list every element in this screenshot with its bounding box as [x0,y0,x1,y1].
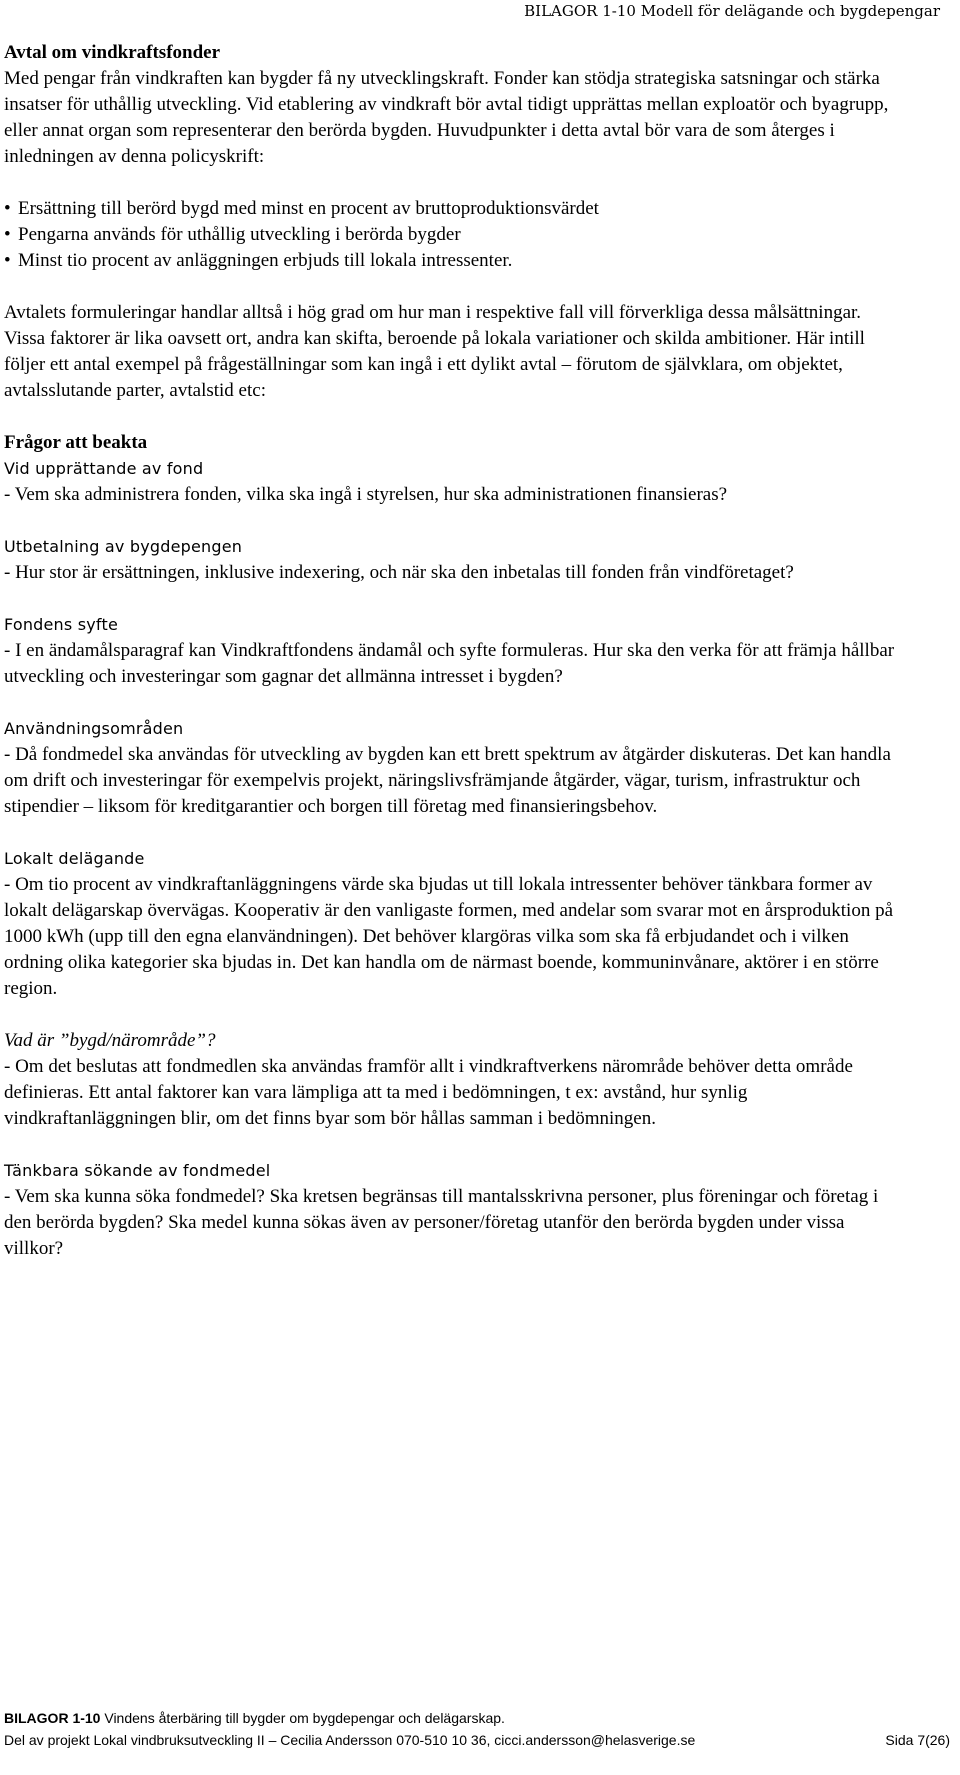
question-section [4,1028,904,1132]
bullet-icon: • [4,224,11,245]
section-text: - Vem ska administrera fonden, vilka ska ingå i styrelsen, hur ska administrationen finansieras? [4,484,728,505]
intro-paragraph-a: Med pengar från vindkraften kan bygder få ny utvecklingskraft. Fonder kan stödja strategiska satsningar och stärka insatser för uthållig utveckling. Vid etablering av vindkraft bör avtal tidigt upprättas mellan exploatör och byagrupp, eller annat organ som representerar den berörda bygden. [4,68,889,141]
list-item [4,248,904,274]
footer-label: BILAGOR 1-10 [4,1710,101,1726]
list-item-text: Minst tio procent av anläggningen erbjuds till lokala intressenter. [18,250,513,271]
question-section [4,534,904,586]
page-footer [4,1707,950,1751]
section-title: Vad är ”bygd/närområde”? [4,1030,216,1051]
page-number: Sida 7(26) [885,1732,950,1748]
page-header [0,0,940,20]
list-item [4,222,904,248]
bullet-icon: • [4,198,11,219]
list-item-text: Pengarna används för uthållig utveckling i berörda bygder [18,224,461,245]
footer-title: Vindens återbäring till bygder om bygdepengar och delägarskap. [104,1710,505,1726]
questions-heading: Frågor att beakta [4,432,148,453]
intro-paragraph [4,66,904,170]
section-text: - Då fondmedel ska användas för utveckling av bygden kan ett brett spektrum av åtgärder diskuteras. Det kan handla om drift och investeringar för exempelvis projekt, näringslivsfrämjande åtgärder, vägar, turism, infrastruktur och stipendier – liksom för kreditgarantier och borgen till företag med finansieringsbehov. [4,744,891,817]
header-title: Modell för delägande och bygdepengar [640,2,940,20]
footer-line-2 [4,1729,950,1751]
list-item [4,196,904,222]
body-paragraph: Avtalets formuleringar handlar alltså i hög grad om hur man i respektive fall vill förverkliga dessa målsättningar. Vissa faktorer är lika oavsett ort, andra kan skifta, beroende på lokala variationer och skilda ambitioner. Här intill följer ett antal exempel på frågeställningar som kan ingå i ett dylikt avtal – förutom de självklara, om objektet, avtalsslutande parter, avtalstid etc: [4,302,865,401]
section-text: - Om tio procent av vindkraftanläggningens värde ska bjudas ut till lokala intressenter behöver tänkbara former av lokalt delägarskap övervägas. Kooperativ är den vanligaste formen, med andelar som svarar mot en årsproduktion på 1000 kWh (upp till den egna elanvändningen). Det behöver klargöras vilka som ska få erbjudandet och i vilken ordning olika kategorier ska bjudas in. Det kan handla om de närmast boende, kommuninvånare, aktörer i en större region. [4,874,894,999]
intro-paragraph-b: Huvudpunkter i detta avtal bör vara de som återges i inledningen av denna policyskrift: [4,120,835,167]
footer-contact: Del av projekt Lokal vindbruksutveckling II – Cecilia Andersson 070-510 10 36, cicci.andersson@helasverige.se [4,1732,696,1748]
bullet-icon: • [4,250,11,271]
section-title: Utbetalning av bygdepengen [4,537,243,556]
section-text: - I en ändamålsparagraf kan Vindkraftfondens ändamål och syfte formuleras. Hur ska den verka för att främja hållbar utveckling och investeringar som gagnar det allmänna intresset i bygden? [4,640,895,687]
document-body [4,40,904,1262]
question-section [4,716,904,820]
footer-line-1 [4,1707,950,1729]
intro-heading: Avtal om vindkraftsfonder [4,42,221,63]
section-title: Tänkbara sökande av fondmedel [4,1161,271,1180]
section-title: Lokalt delägande [4,849,145,868]
question-section [4,612,904,690]
section-text: - Vem ska kunna söka fondmedel? Ska kretsen begränsas till mantalsskrivna personer, plus föreningar och företag i den berörda bygden? Ska medel kunna sökas även av personer/företag utanför den berörda bygden under vissa villkor? [4,1186,879,1259]
section-title: Fondens syfte [4,615,118,634]
key-points-list [4,196,904,274]
section-title: Vid upprättande av fond [4,459,204,478]
question-section [4,456,904,508]
header-label: BILAGOR 1-10 [524,2,636,20]
question-section [4,1158,904,1262]
section-text: - Om det beslutas att fondmedlen ska användas framför allt i vindkraftverkens närområde behöver detta område definieras. Ett antal faktorer kan vara lämpliga att ta med i bedömningen, t ex: avstånd, hur synlig vindkraftanläggningen blir, om det finns byar som bör hållas samman i bedömningen. [4,1056,853,1129]
section-title: Användningsområden [4,719,184,738]
list-item-text: Ersättning till berörd bygd med minst en procent av bruttoproduktionsvärdet [18,198,599,219]
question-section [4,846,904,1002]
section-text: - Hur stor är ersättningen, inklusive indexering, och när ska den inbetalas till fonden från vindföretaget? [4,562,794,583]
